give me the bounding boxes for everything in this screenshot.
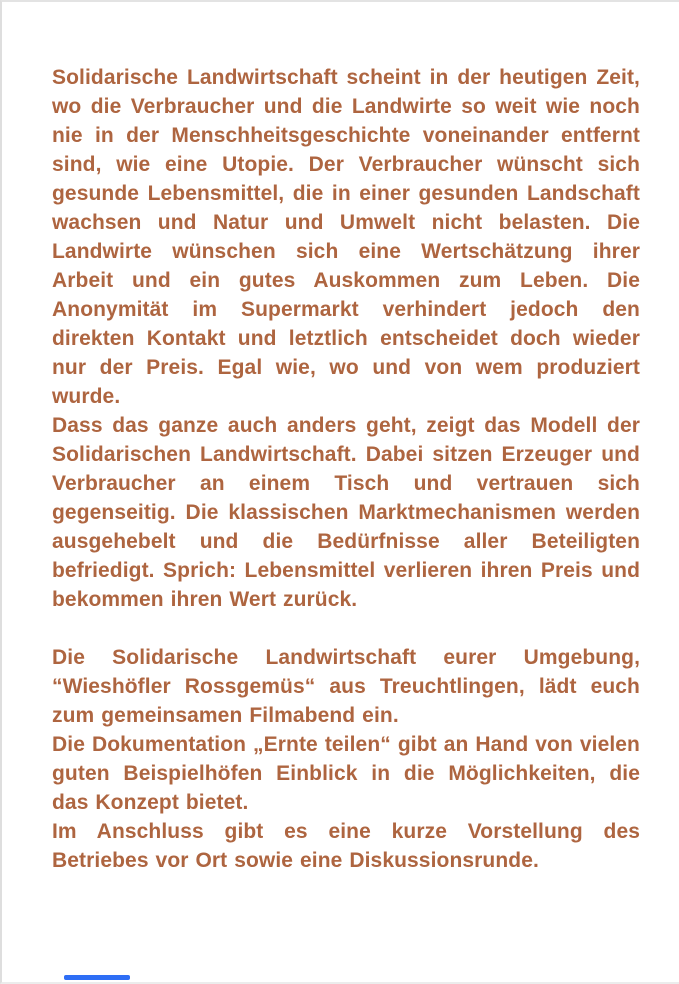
- paragraph: Dass das ganze auch anders geht, zeigt das Modell der Solidarischen Landwirtschaft. Dabei sitzen Erzeuger und Verbraucher an einem Tisch und vertrauen sich gegenseitig. Die klassischen Marktmechanismen werden ausgehebelt und die Bedürfnisse aller Beteiligten befriedigt. Sprich: Lebensmittel verlieren ihren Preis und bekommen ihren Wert zurück.: [52, 414, 640, 611]
- paragraph: Die Dokumentation „Ernte teilen“ gibt an Hand von vielen guten Beispielhöfen Einblick in die Möglichkeiten, die das Konzept bietet.: [52, 733, 640, 814]
- paragraph: Im Anschluss gibt es eine kurze Vorstellung des Betriebes vor Ort sowie eine Diskussionsrunde.: [52, 820, 640, 872]
- paragraph: Solidarische Landwirtschaft scheint in der heutigen Zeit, wo die Verbraucher und die Landwirte so weit wie noch nie in der Menschheitsgeschichte voneinander entfernt sind, wie eine Utopie. Der Verbraucher wünscht sich gesunde Lebensmittel, die in einer gesunden Landschaft wachsen und Natur und Umwelt nicht belasten. Die Landwirte wünschen sich eine Wertschätzung ihrer Arbeit und ein gutes Auskommen zum Leben. Die Anonymität im Supermarkt verhindert jedoch den direkten Kontakt und letztlich entscheidet doch wieder nur der Preis. Egal wie, wo und von wem produziert wurde.: [52, 66, 640, 408]
- document-body: [2, 2, 679, 875]
- paragraph: Die Solidarische Landwirtschaft eurer Umgebung, “Wieshöfler Rossgemüs“ aus Treuchtlingen, lädt euch zum gemeinsamen Filmabend ein.: [52, 646, 640, 727]
- bottom-accent-bar: [64, 975, 130, 980]
